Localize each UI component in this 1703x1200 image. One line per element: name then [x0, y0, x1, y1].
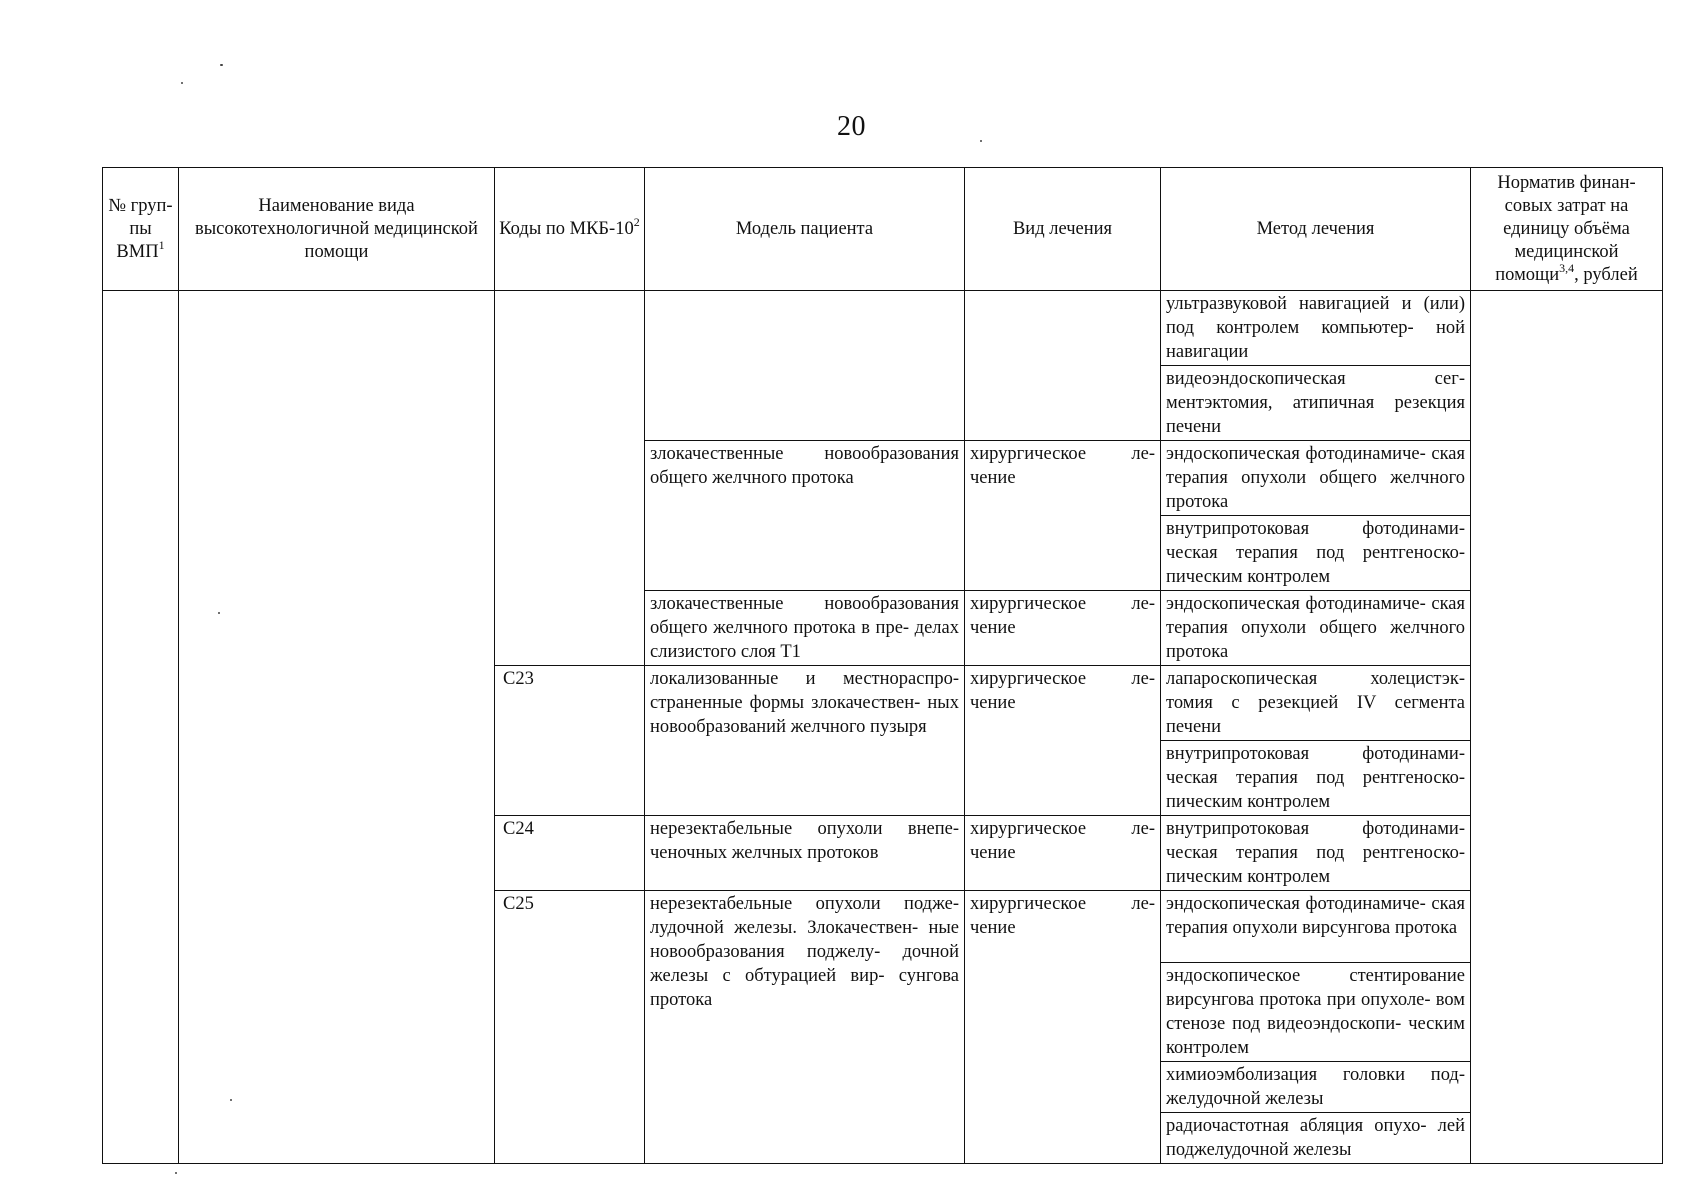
icd-code-cell: С25	[495, 891, 645, 1164]
scan-speck	[181, 82, 183, 84]
treatment-method-cell: эндоскопическое стентирование вирсунгова протока при опухоле- вом стенозе под видеоэндоскопи- ческим контролем	[1161, 963, 1471, 1062]
treatment-method-cell: внутрипротоковая фотодинами- ческая терапия под рентгеноско- пическим контролем	[1161, 816, 1471, 891]
treatment-method-cell: лапароскопическая холецистэк- томия с резекцией IV сегмента печени	[1161, 666, 1471, 741]
header-patient-model: Модель пациента	[645, 168, 965, 291]
vmp-table	[102, 167, 1663, 1164]
table-header-row	[103, 168, 1663, 291]
icd-code-cell: С24	[495, 816, 645, 891]
patient-model-cell: нерезектабельные опухоли подже- лудочной железы. Злокачествен- ные новообразования поджелу- дочной железы с обтурацией вир- сунгова протока	[645, 891, 965, 1164]
treatment-method-cell: химиоэмболизация головки под- желудочной железы	[1161, 1062, 1471, 1113]
patient-model-cell	[645, 291, 965, 441]
treatment-type-cell: хирургическое ле- чение	[965, 666, 1161, 816]
icd-code-cell	[495, 291, 645, 666]
cost-norm-cell	[1471, 291, 1663, 1164]
patient-model-cell: нерезектабельные опухоли внепе- ченочных желчных протоков	[645, 816, 965, 891]
header-treatment-type: Вид лечения	[965, 168, 1161, 291]
patient-model-cell: локализованные и местнораспро- страненные формы злокачествен- ных новообразований желчного пузыря	[645, 666, 965, 816]
treatment-type-cell	[965, 291, 1161, 441]
treatment-method-cell: эндоскопическая фотодинамиче- ская терапия опухоли общего желчного протока	[1161, 591, 1471, 666]
scan-speck	[220, 64, 223, 66]
header-icd-codes: Коды по МКБ-$10^2$	[495, 168, 645, 291]
treatment-method-cell: эндоскопическая фотодинамиче- ская терапия опухоли вирсунгова протока	[1161, 891, 1471, 963]
treatment-type-cell: хирургическое ле- чение	[965, 816, 1161, 891]
treatment-method-cell: ультразвуковой навигацией и (или) под контролем компьютер- ной навигации	[1161, 291, 1471, 366]
treatment-method-cell: радиочастотная абляция опухо- лей поджелудочной железы	[1161, 1113, 1471, 1164]
scan-speck	[175, 1172, 177, 1174]
treatment-type-cell: хирургическое ле- чение	[965, 891, 1161, 1164]
patient-model-cell: злокачественные новообразования общего желчного протока в пре- делах слизистого слоя Т1	[645, 591, 965, 666]
table-row	[103, 291, 1663, 366]
treatment-type-cell: хирургическое ле- чение	[965, 441, 1161, 591]
group-number-cell	[103, 291, 179, 1164]
patient-model-cell: злокачественные новообразования общего желчного протока	[645, 441, 965, 591]
header-care-name: Наименование вида высокотехнологичной медицинской помощи	[179, 168, 495, 291]
header-treatment-method: Метод лечения	[1161, 168, 1471, 291]
treatment-type-cell: хирургическое ле- чение	[965, 591, 1161, 666]
page-number: 20	[837, 111, 866, 142]
treatment-method-cell: внутрипротоковая фотодинами- ческая терапия под рентгеноско- пическим контролем	[1161, 516, 1471, 591]
treatment-method-cell: видеоэндоскопическая сег- ментэктомия, атипичная резекция печени	[1161, 366, 1471, 441]
treatment-method-cell: внутрипротоковая фотодинами- ческая терапия под рентгеноско- пическим контролем	[1161, 741, 1471, 816]
treatment-method-cell: эндоскопическая фотодинамиче- ская терапия опухоли общего желчного протока	[1161, 441, 1471, 516]
icd-code-cell: С23	[495, 666, 645, 816]
header-group-number: № груп- пы ВМП$^1$	[103, 168, 179, 291]
care-name-cell	[179, 291, 495, 1164]
header-cost-norm: Норматив финан- совых затрат на единицу объёма медицинской помощи$^{3,4}$, рублей	[1471, 168, 1663, 291]
